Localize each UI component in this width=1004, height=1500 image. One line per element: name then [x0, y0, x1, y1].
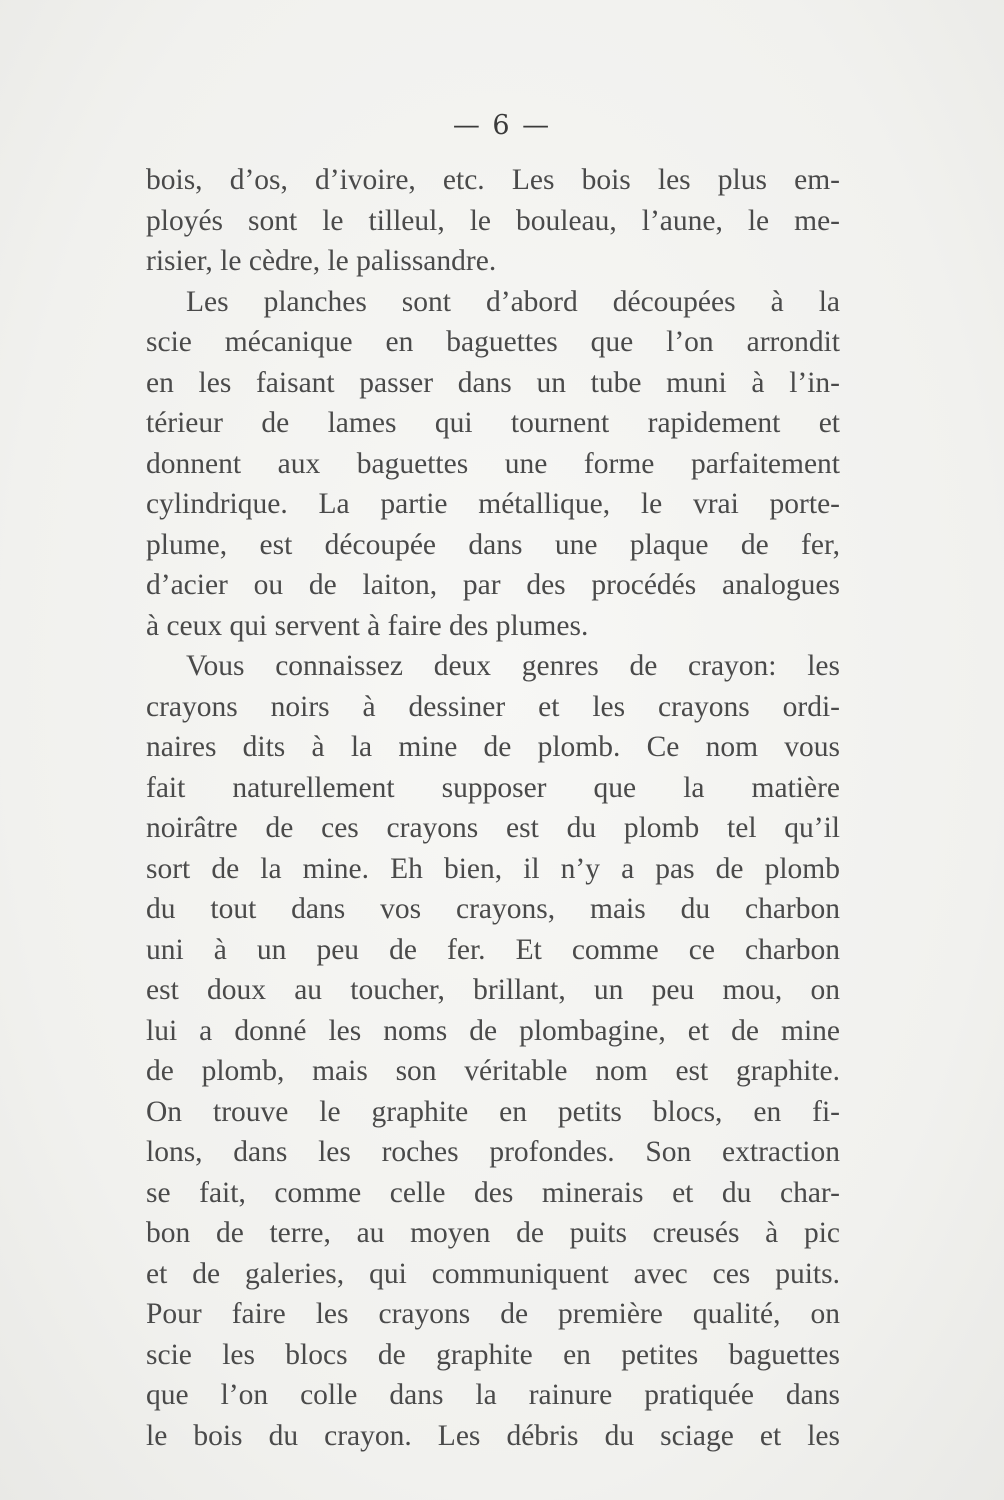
body-text	[146, 160, 840, 1456]
text-line: scie mécanique en baguettes que l’on arrondit	[146, 326, 840, 358]
text-line: et de galeries, qui communiquent avec ces puits.	[146, 1257, 840, 1290]
text-line: donnent aux baguettes une forme parfaitement	[146, 447, 840, 480]
text-line: risier, le cèdre, le palissandre.	[146, 245, 497, 277]
text-line: térieur de lames qui tournent rapidement et	[146, 407, 840, 439]
text-line: Pour faire les crayons de première qualité, on	[146, 1298, 840, 1330]
text-line: que l’on colle dans la rainure pratiquée dans	[146, 1379, 840, 1411]
text-line: crayons noirs à dessiner et les crayons ordi-	[146, 690, 840, 723]
text-line: lui a donné les noms de plombagine, et de mine	[146, 1014, 840, 1047]
text-line: plume, est découpée dans une plaque de fer,	[146, 528, 840, 561]
text-line: noirâtre de ces crayons est du plomb tel qu’il	[146, 812, 840, 844]
text-line: ployés sont le tilleul, le bouleau, l’aune, le me-	[146, 204, 840, 237]
text-line: Les planches sont d’abord découpées à la	[186, 285, 840, 318]
text-line: bois, d’os, d’ivoire, etc. Les bois les plus em-	[146, 164, 840, 196]
text-line: d’acier ou de laiton, par des procédés analogues	[146, 569, 840, 601]
text-line: scie les blocs de graphite en petites baguettes	[146, 1338, 840, 1371]
text-line: On trouve le graphite en petits blocs, en fi-	[146, 1095, 840, 1128]
text-line: uni à un peu de fer. Et comme ce charbon	[146, 933, 840, 966]
page-number: — 6 —	[452, 110, 552, 141]
text-line: bon de terre, au moyen de puits creusés à pic	[146, 1217, 840, 1249]
text-line: naires dits à la mine de plomb. Ce nom vous	[146, 731, 840, 763]
text-line: le bois du crayon. Les débris du sciage et les	[146, 1419, 840, 1452]
text-line: lons, dans les roches profondes. Son extraction	[146, 1136, 840, 1168]
text-line: en les faisant passer dans un tube muni à l’in-	[146, 366, 840, 399]
text-line: cylindrique. La partie métallique, le vrai porte-	[146, 488, 840, 520]
text-line: fait naturellement supposer que la matière	[146, 771, 840, 804]
text-line: à ceux qui servent à faire des plumes.	[146, 609, 589, 642]
text-line: Vous connaissez deux genres de crayon: les	[186, 650, 840, 682]
text-line: de plomb, mais son véritable nom est graphite.	[146, 1055, 840, 1087]
text-line: du tout dans vos crayons, mais du charbon	[146, 893, 840, 925]
text-line: se fait, comme celle des minerais et du char-	[146, 1176, 840, 1209]
text-line: est doux au toucher, brillant, un peu mou, on	[146, 974, 840, 1006]
text-line: sort de la mine. Eh bien, il n’y a pas de plomb	[146, 852, 840, 885]
